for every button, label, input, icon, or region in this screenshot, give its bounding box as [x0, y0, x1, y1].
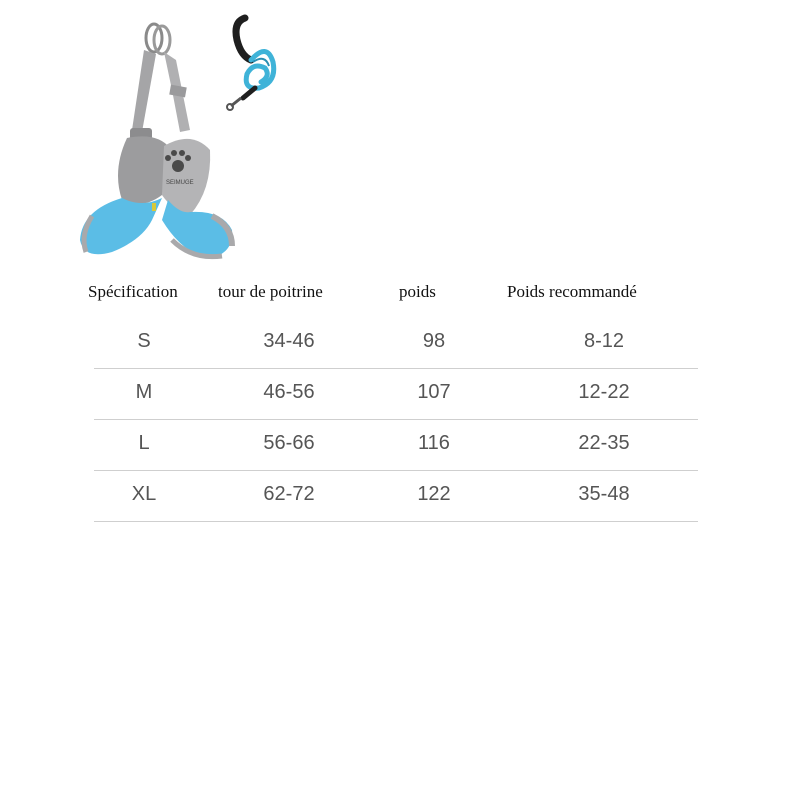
- cell-size: S: [137, 330, 151, 352]
- table-row: [94, 471, 698, 522]
- cell-size: XL: [131, 483, 157, 505]
- table-header: [86, 268, 706, 318]
- cell-weight: 116: [418, 432, 450, 454]
- cell-recommended: 8-12: [583, 330, 625, 352]
- header-chest-circumference: tour de poitrine: [218, 282, 323, 301]
- cell-weight: 107: [417, 381, 451, 403]
- cell-size: L: [138, 432, 150, 454]
- header-specification: Spécification: [88, 282, 178, 301]
- harness-image: [72, 20, 242, 265]
- cell-chest: 56-66: [263, 432, 315, 454]
- cell-recommended: 35-48: [578, 483, 630, 505]
- cell-weight: 122: [417, 483, 451, 505]
- header-recommended-weight: Poids recommandé: [507, 282, 637, 301]
- cell-recommended: 12-22: [578, 381, 630, 403]
- size-table: [86, 268, 706, 522]
- product-images: [0, 0, 800, 270]
- leash-image: [225, 12, 285, 112]
- cell-recommended: 22-35: [578, 432, 630, 454]
- cell-chest: 62-72: [263, 483, 315, 505]
- table-row: [94, 318, 698, 369]
- harness-brand-label: SEIMUGE: [166, 180, 194, 186]
- table-row: [94, 369, 698, 420]
- cell-weight: 98: [422, 330, 446, 352]
- table-row: [94, 420, 698, 471]
- cell-size: M: [135, 381, 153, 403]
- cell-chest: 46-56: [263, 381, 315, 403]
- header-weight: poids: [399, 282, 436, 301]
- cell-chest: 34-46: [263, 330, 315, 352]
